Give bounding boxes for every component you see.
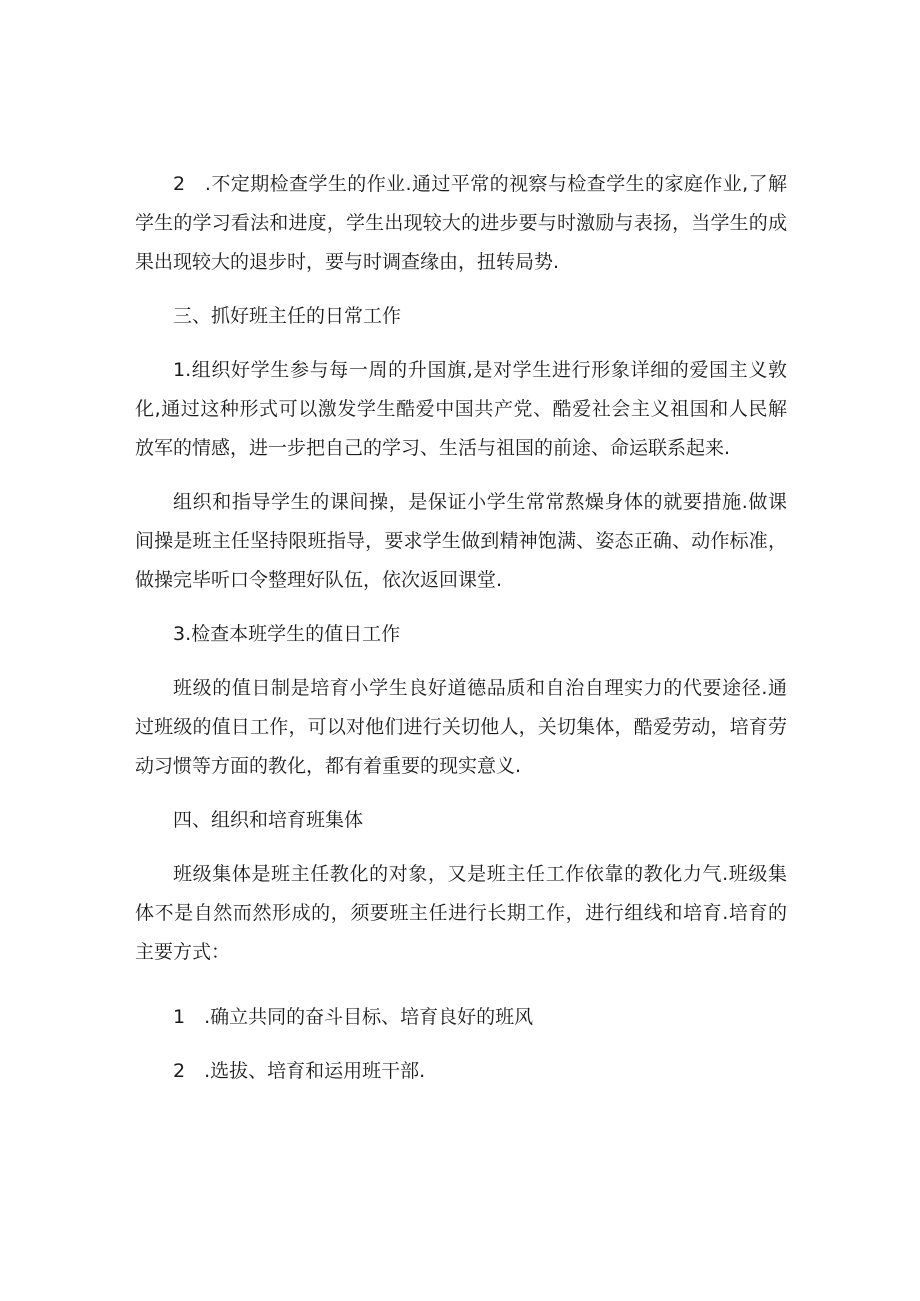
paragraph-flag-raising: 1.组织好学生参与每一周的升国旗,是对学生进行形象详细的爱国主义敦化,通过这种形式可以激发学生酷爱中国共产党、酷爱社会主义祖国和人民解放军的情感，进一步把自己的学习、生活与祖国的前途、命运联系起来. [135, 359, 787, 459]
paragraph-class-collective: 班级集体是班主任教化的对象，又是班主任工作依靠的教化力气.班级集体不是自然而然形成的，须要班主任进行长期工作，进行组线和培育.培育的主要方式： [135, 863, 787, 963]
heading-class-collective: 四、组织和培育班集体 [173, 809, 364, 831]
heading-duty-check: 3.检查本班学生的值日工作 [173, 623, 401, 645]
list-item-class-cadres: 2 .选拔、培育和运用班干部. [173, 1060, 426, 1082]
paragraph-homework-check: 2 .不定期检查学生的作业.通过平常的视察与检查学生的家庭作业,了解学生的学习看法和进度，学生出现较大的进步要与时激励与表扬，当学生的成果出现较大的退步时，要与时调查缘由，扭转局势. [135, 173, 787, 273]
paragraph-exercises: 组织和指导学生的课间操，是保证小学生常常熬燥身体的就要措施.做课间操是班主任坚持限班指导，要求学生做到精神饱满、姿态正确、动作标准，做操完毕听口令整理好队伍，依次返回课堂. [135, 491, 787, 591]
heading-daily-work: 三、抓好班主任的日常工作 [173, 305, 402, 327]
list-item-goals: 1 .确立共同的奋斗目标、培育良好的班风 [173, 1006, 534, 1028]
document-body [135, 165, 787, 1106]
paragraph-duty-system: 班级的值日制是培育小学生良好道德品质和自治自理实力的代要途径.通过班级的值日工作，可以对他们进行关切他人，关切集体，酷爱劳动，培育劳动习惯等方面的教化，都有着重要的现实意义. [135, 677, 787, 777]
